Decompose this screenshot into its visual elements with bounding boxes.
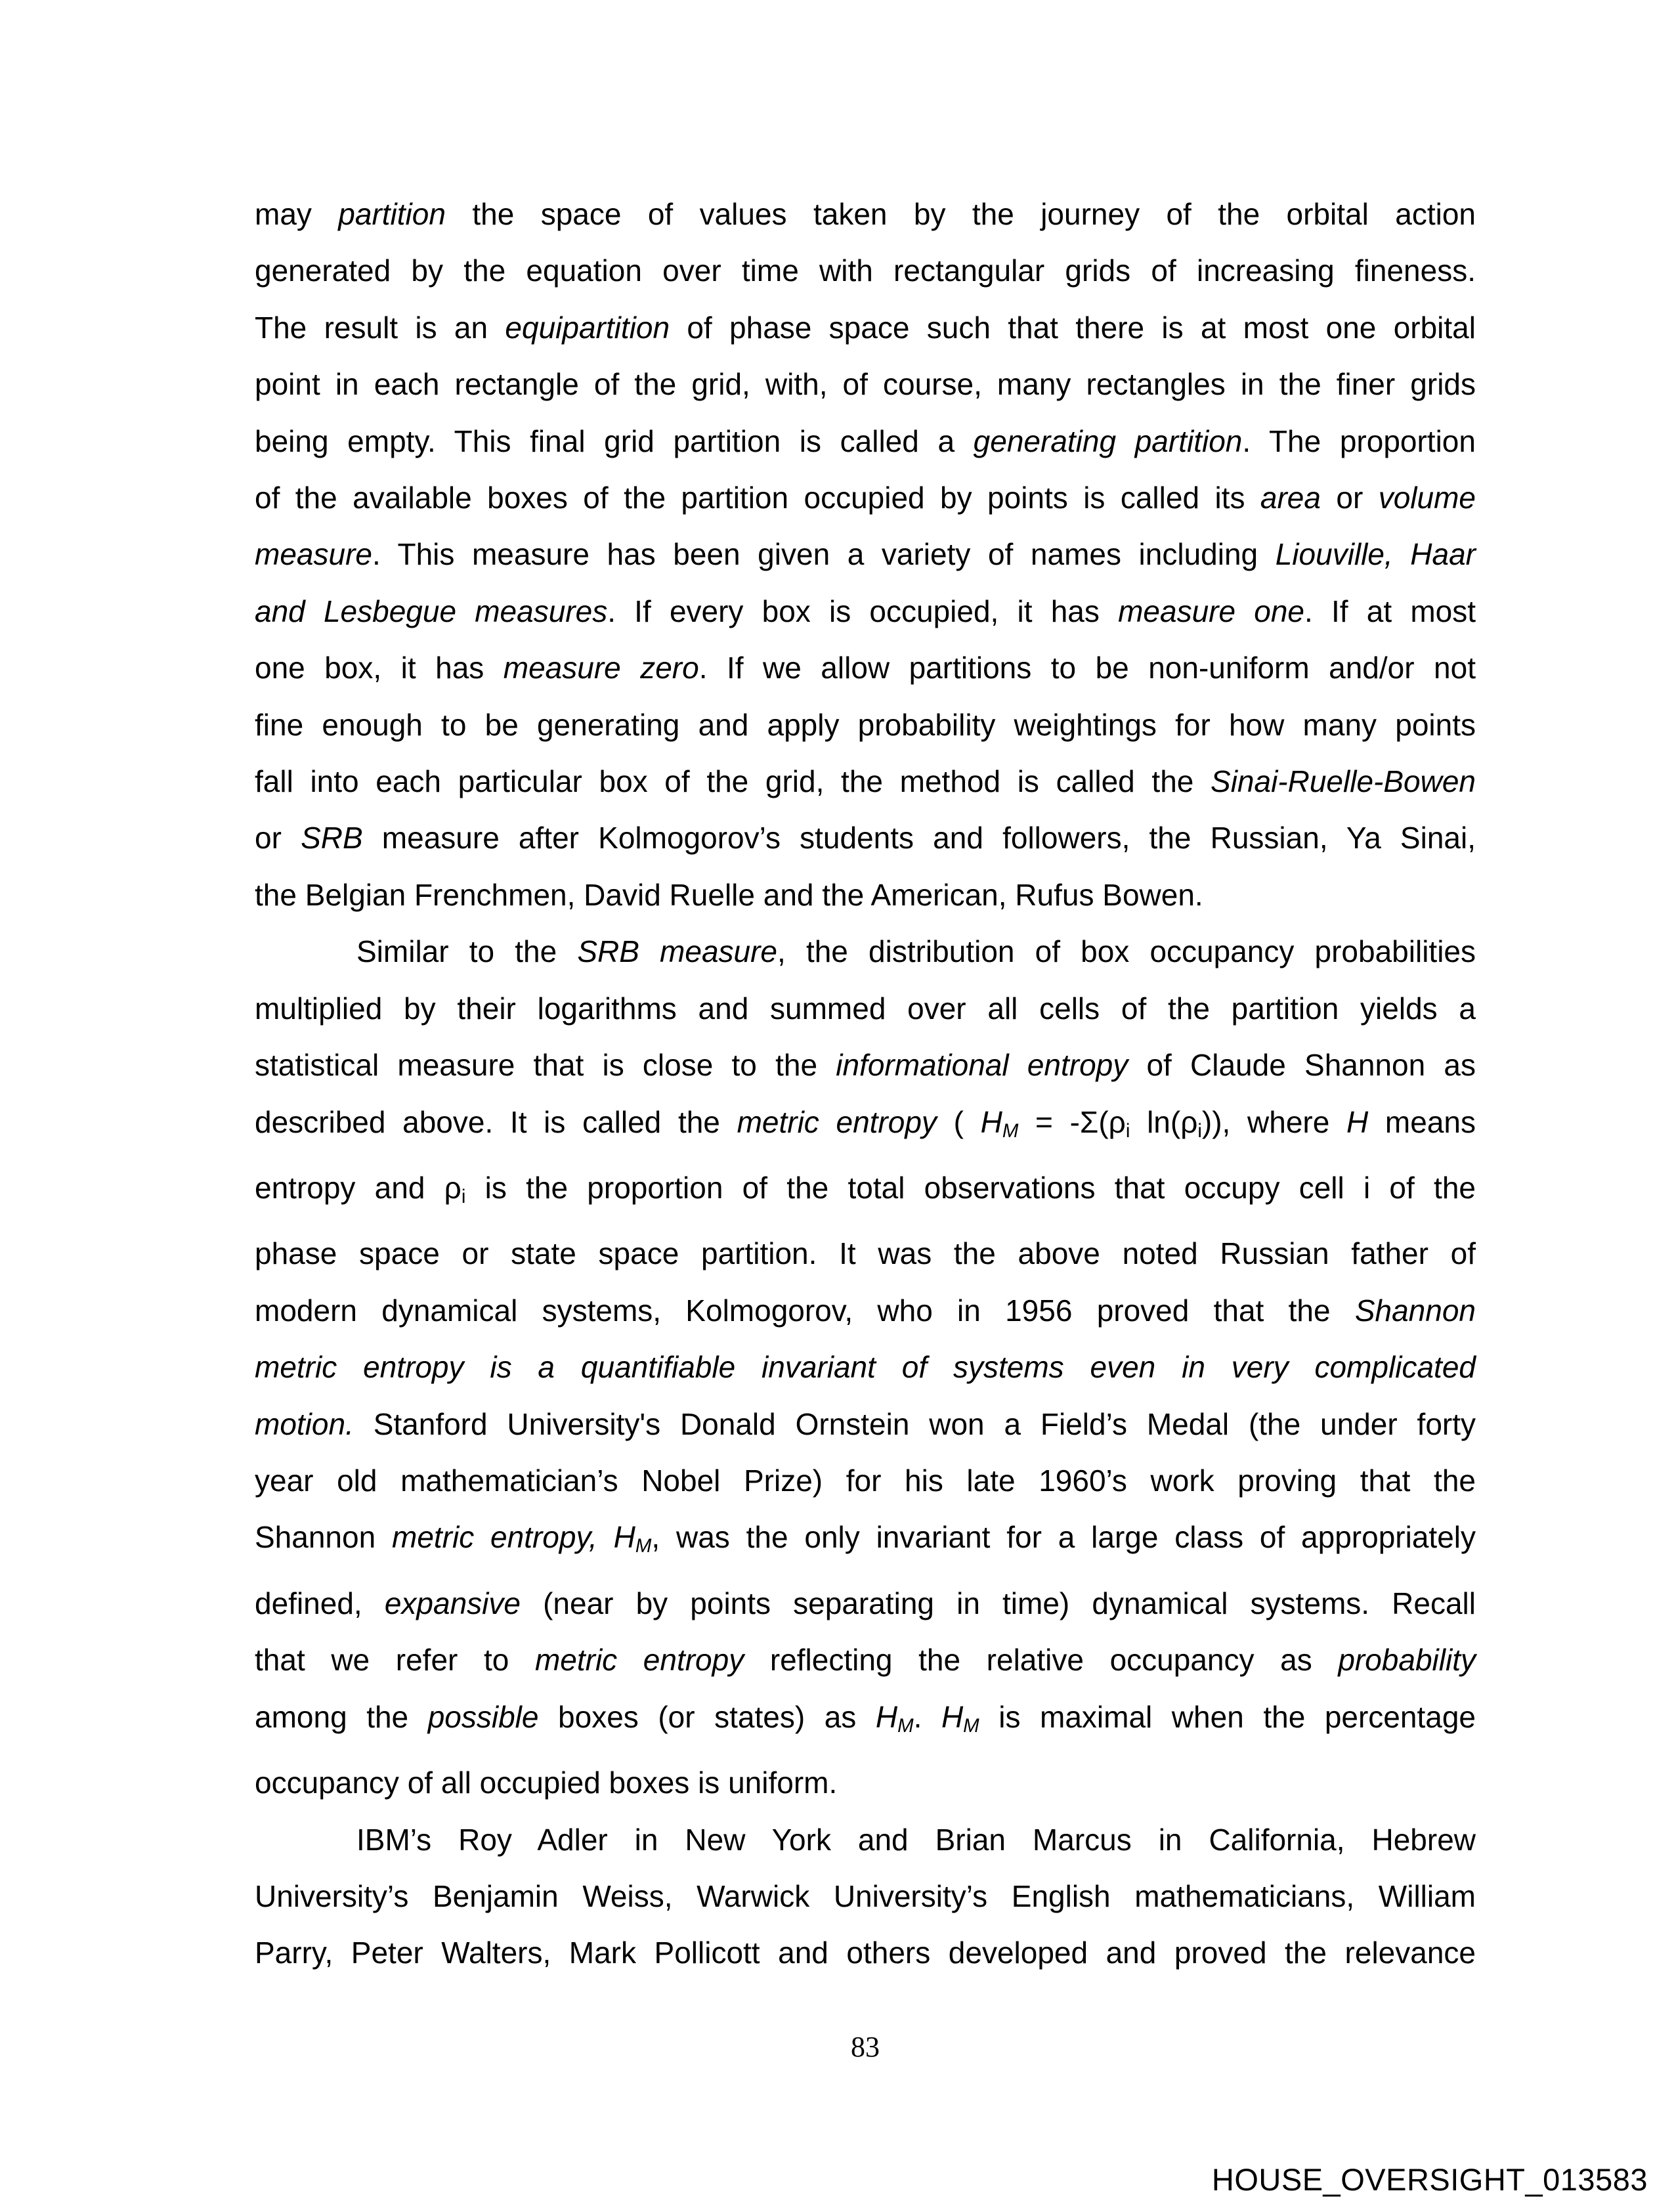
text-run: Parry, Peter Walters, Mark Pollicott and others developed and proved the relevance <box>255 1936 1476 1970</box>
text-run: that we refer to <box>255 1643 535 1678</box>
italic-run: area <box>1260 481 1321 515</box>
text-line <box>255 697 1476 753</box>
text-run: measure after Kolmogorov’s students and followers, the Russian, Ya Sinai, <box>362 821 1476 856</box>
text-line <box>255 1339 1476 1395</box>
italic-run: probability <box>1338 1643 1476 1678</box>
text-run: described above. It is called the <box>255 1104 737 1139</box>
text-line <box>255 1811 1476 1868</box>
text-run: ln(ρ <box>1130 1104 1198 1139</box>
text-line <box>255 1632 1476 1688</box>
text-line <box>255 413 1476 469</box>
italic-run: H <box>1346 1104 1369 1139</box>
text-line <box>255 867 1476 923</box>
italic-run: partition <box>338 197 446 231</box>
text-run: )), where <box>1201 1104 1346 1139</box>
text-line <box>255 1868 1476 1924</box>
paragraph <box>255 1811 1476 1982</box>
text-line <box>255 242 1476 299</box>
text-run: University’s Benjamin Weiss, Warwick University’s English mathematicians, William <box>255 1879 1476 1914</box>
text-line <box>255 356 1476 412</box>
paragraph <box>255 186 1476 923</box>
italic-run: SRB <box>301 821 363 856</box>
subscript-run: i <box>1197 1119 1202 1142</box>
text-run: the space of values taken by the journey of the orbital action <box>445 197 1476 231</box>
italic-run: Sinai-Ruelle-Bowen <box>1211 764 1476 799</box>
text-line <box>255 640 1476 696</box>
text-line <box>255 583 1476 640</box>
text-run: phase space or state space partition. It was the above noted Russian father of <box>255 1236 1476 1271</box>
text-run: . If every box is occupied, it has <box>607 594 1119 628</box>
text-line <box>255 1452 1476 1509</box>
text-line <box>255 469 1476 526</box>
text-line <box>255 1037 1476 1093</box>
text-line <box>255 1754 1476 1811</box>
italic-run: H <box>941 1699 964 1734</box>
text-run: reflecting the relative occupancy as <box>744 1643 1339 1678</box>
text-run: entropy and ρ <box>255 1170 461 1205</box>
italic-run: volume <box>1378 481 1476 515</box>
text-run: boxes (or states) as <box>538 1699 876 1734</box>
text-line <box>255 1225 1476 1282</box>
text-run: statistical measure that is close to the <box>255 1048 836 1083</box>
text-run: means <box>1368 1104 1476 1139</box>
text-run: defined, <box>255 1586 385 1620</box>
text-run: . <box>913 1699 941 1734</box>
subscript-run: M <box>635 1535 652 1557</box>
text-run: one box, it has <box>255 651 504 685</box>
text-run: modern dynamical systems, Kolmogorov, who in 1956 proved that the <box>255 1293 1355 1328</box>
text-run: of the available boxes of the partition occupied by points is called its <box>255 481 1260 515</box>
text-line <box>255 299 1476 356</box>
text-run: of phase space such that there is at most one orbital <box>670 310 1476 345</box>
text-line <box>255 1575 1476 1632</box>
text-run: fall into each particular box of the grid, the method is called the <box>255 764 1211 799</box>
page-number: 83 <box>851 2031 880 2063</box>
paragraph <box>255 923 1476 1811</box>
italic-run: generating partition <box>973 423 1243 458</box>
text-line <box>255 186 1476 242</box>
text-line <box>255 526 1476 582</box>
text-run: among the <box>255 1699 428 1734</box>
text-run: point in each rectangle of the grid, with, of course, many rectangles in the finer grids <box>255 367 1476 402</box>
text-run: Similar to the <box>356 934 578 969</box>
italic-run: measure <box>255 537 372 572</box>
text-line <box>255 923 1476 980</box>
text-line <box>255 1689 1476 1754</box>
text-line <box>255 980 1476 1037</box>
text-run: . If we allow partitions to be non-uniform and/or not <box>698 651 1476 685</box>
text-block <box>255 186 1476 1982</box>
italic-run: H <box>875 1699 898 1734</box>
text-line <box>255 1282 1476 1339</box>
text-line <box>255 1094 1476 1160</box>
text-run: , was the only invariant for a large class of appropriately <box>651 1520 1476 1555</box>
text-run: may <box>255 197 339 231</box>
text-run: or <box>255 821 301 856</box>
text-line <box>255 1396 1476 1452</box>
text-run: . If at most <box>1304 594 1476 628</box>
text-run: is the proportion of the total observations that occupy cell i of the <box>465 1170 1476 1205</box>
italic-run: Liouville, Haar <box>1275 537 1476 572</box>
text-line <box>255 1509 1476 1574</box>
text-run: ( <box>936 1104 981 1139</box>
italic-run: metric entropy <box>534 1643 744 1678</box>
text-run: . The proportion <box>1242 423 1476 458</box>
italic-run: and Lesbegue measures <box>255 594 608 628</box>
text-line <box>255 810 1476 866</box>
text-run: fine enough to be generating and apply probability weightings for how many points <box>255 707 1476 742</box>
italic-run: measure zero <box>503 651 699 685</box>
text-run: is maximal when the percentage <box>979 1699 1476 1734</box>
subscript-run: M <box>963 1714 979 1737</box>
italic-run: expansive <box>384 1586 521 1620</box>
bates-stamp: HOUSE_OVERSIGHT_013583 <box>1211 2162 1648 2197</box>
text-run: = -Σ(ρ <box>1018 1104 1126 1139</box>
text-line <box>255 753 1476 810</box>
text-run: Stanford University's Donald Ornstein won a Field’s Medal (the under forty <box>353 1406 1476 1441</box>
text-run: the Belgian Frenchmen, David Ruelle and the American, Rufus Bowen. <box>255 877 1203 912</box>
text-run: IBM’s Roy Adler in New York and Brian Marcus in California, Hebrew <box>356 1822 1476 1857</box>
text-line <box>255 1924 1476 1981</box>
italic-run: informational entropy <box>836 1048 1128 1083</box>
text-run: occupancy of all occupied boxes is uniform. <box>255 1766 838 1800</box>
text-run: Shannon <box>255 1520 392 1555</box>
subscript-run: M <box>897 1714 914 1737</box>
italic-run: equipartition <box>505 310 670 345</box>
italic-run: SRB measure <box>577 934 778 969</box>
text-run: multiplied by their logarithms and summed over all cells of the partition yields a <box>255 991 1476 1026</box>
italic-run: metric entropy, H <box>392 1520 635 1555</box>
italic-run: motion. <box>255 1406 354 1441</box>
text-run: , the distribution of box occupancy probabilities <box>777 934 1476 969</box>
text-run: of Claude Shannon as <box>1128 1048 1476 1083</box>
italic-run: metric entropy is a quantifiable invariant of systems even in very complicated <box>255 1350 1476 1385</box>
subscript-run: i <box>1125 1119 1130 1142</box>
subscript-run: i <box>461 1186 466 1208</box>
text-run: being empty. This final grid partition is called a <box>255 423 974 458</box>
subscript-run: M <box>1002 1119 1019 1142</box>
italic-run: H <box>980 1104 1002 1139</box>
italic-run: measure one <box>1118 594 1305 628</box>
text-run: The result is an <box>255 310 505 345</box>
italic-run: possible <box>427 1699 539 1734</box>
text-run: . This measure has been given a variety of names including <box>372 537 1276 572</box>
text-run: year old mathematician’s Nobel Prize) for his late 1960’s work proving that the <box>255 1464 1476 1498</box>
italic-run: metric entropy <box>737 1104 937 1139</box>
text-run: (near by points separating in time) dynamical systems. Recall <box>520 1586 1476 1620</box>
text-run: generated by the equation over time with rectangular grids of increasing fineness. <box>255 253 1476 288</box>
text-line <box>255 1160 1476 1225</box>
text-run: or <box>1320 481 1379 515</box>
italic-run: Shannon <box>1354 1293 1476 1328</box>
